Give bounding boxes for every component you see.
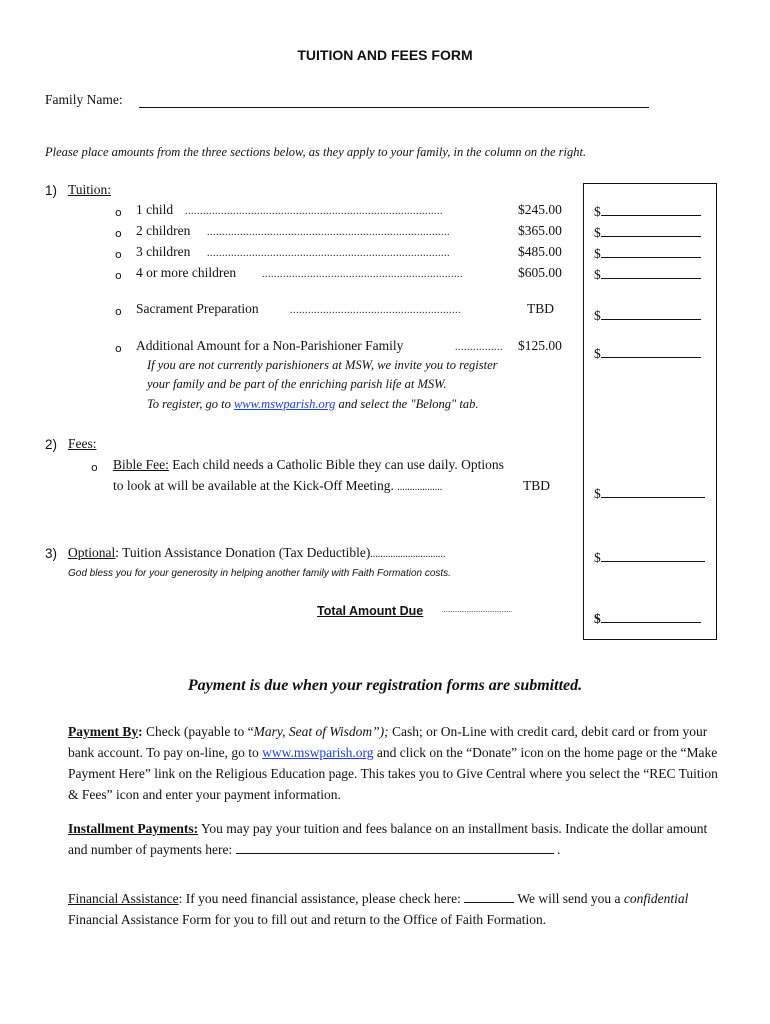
section3-heading: Optional	[68, 545, 116, 560]
payment-due-heading: Payment is due when your registration forms are submitted.	[187, 677, 583, 694]
dollar-sign: $	[594, 346, 601, 361]
section3-line	[68, 545, 445, 561]
nonparishioner-label: Additional Amount for a Non-Parishioner Family	[136, 338, 404, 353]
amount-field-sacrament[interactable]	[594, 306, 701, 324]
tuition-item-label: 2 children	[136, 223, 191, 238]
dollar-sign: $	[594, 308, 601, 323]
nonparishioner-note-line1: If you are not currently parishioners at MSW, we invite you to register	[147, 358, 498, 372]
amount-field-total[interactable]	[594, 609, 701, 627]
financial-text1: : If you need financial assistance, please check here:	[178, 891, 465, 906]
financial-assistance-paragraph	[68, 888, 728, 930]
register-text: To register, go to	[147, 397, 234, 411]
instructions-text: Please place amounts from the three sections below, as they apply to your family, in the column on the right.	[45, 145, 587, 159]
form-title: TUITION AND FEES FORM	[297, 47, 473, 63]
leader-dots: .................................................................................	[207, 248, 450, 259]
section2-number: 2)	[45, 437, 58, 452]
dollar-sign: $	[594, 486, 601, 501]
dollar-sign: $	[594, 267, 601, 282]
donate-website-link[interactable]: www.mswparish.org	[262, 745, 374, 760]
tuition-item-label: 4 or more children	[136, 265, 237, 280]
bible-fee-label: Bible Fee:	[113, 457, 169, 472]
leader-dots: ..............................	[370, 549, 446, 560]
payment-by-paragraph	[68, 721, 728, 805]
total-label: Total Amount Due	[317, 604, 424, 618]
nonparishioner-note-line3	[147, 397, 478, 412]
payment-by-text3: and click on the “Donate” icon on the home page or the “Make Payment Here” link on the Religious Education page. This takes you to Give Central where you select the “REC Tuition & Fees” icon and enter your payment information.	[68, 745, 718, 802]
amount-field-1child[interactable]	[594, 202, 701, 220]
financial-assistance-label: Financial Assistance	[68, 891, 179, 906]
amount-blank	[601, 609, 701, 623]
section2-heading: Fees:	[68, 436, 97, 451]
section1-heading: Tuition:	[68, 182, 112, 197]
nonparishioner-note-line2: your family and be part of the enriching parish life at MSW.	[147, 377, 447, 391]
dollar-sign: $	[594, 611, 601, 626]
tuition-item-amount: $245.00	[518, 202, 562, 217]
leader-dots: ......................................................................................	[185, 206, 443, 217]
amount-field-4children[interactable]	[594, 265, 701, 283]
tuition-item-label: 1 child	[136, 202, 174, 217]
sacrament-amount: TBD	[527, 301, 554, 316]
sacrament-label: Sacrament Preparation	[136, 301, 259, 316]
bullet-icon: o	[115, 227, 122, 240]
dollar-sign: $	[594, 225, 601, 240]
payable-to-text: Mary, Seat of Wisdom”);	[253, 724, 389, 739]
leader-dots: ..................	[397, 482, 443, 493]
amount-blank	[601, 223, 701, 237]
bible-fee-amount: TBD	[523, 478, 550, 493]
leader-dots: ................	[455, 342, 503, 353]
amount-blank	[601, 244, 701, 258]
family-name-field[interactable]	[139, 94, 649, 108]
nonparishioner-amount: $125.00	[518, 338, 562, 353]
amount-field-nonparishioner[interactable]	[594, 344, 701, 362]
bullet-icon: o	[115, 206, 122, 219]
leader-dots: ........................................	[442, 606, 512, 614]
bullet-icon: o	[115, 342, 122, 355]
bible-fee-text: Each child needs a Catholic Bible they can use daily. Options	[168, 457, 504, 472]
amount-field-donation[interactable]	[594, 548, 705, 566]
section1-number: 1)	[45, 183, 58, 198]
section3-text: : Tuition Assistance Donation (Tax Deductible)	[115, 545, 371, 560]
payment-by-text1: Check (payable to “	[142, 724, 254, 739]
leader-dots: .................................................................................	[207, 227, 450, 238]
belong-tab-text: and select the "Belong" tab.	[335, 397, 479, 411]
financial-text3: Financial Assistance Form for you to fill out and return to the Office of Faith Formation.	[68, 912, 547, 927]
amount-blank	[601, 306, 701, 320]
amount-field-bible-fee[interactable]	[594, 484, 705, 502]
amount-blank	[601, 265, 701, 279]
leader-dots: .........................................................	[290, 305, 461, 316]
installment-field[interactable]	[236, 841, 554, 854]
bullet-icon: o	[115, 305, 122, 318]
section3-number: 3)	[45, 546, 58, 561]
amount-blank	[601, 484, 705, 498]
amount-field-2children[interactable]	[594, 223, 701, 241]
amount-blank	[601, 344, 701, 358]
dollar-sign: $	[594, 246, 601, 261]
financial-text2: We will send you a	[514, 891, 624, 906]
confidential-text: confidential	[623, 891, 689, 906]
dollar-sign: $	[594, 550, 601, 565]
bullet-icon: o	[115, 269, 122, 282]
tuition-item-amount: $365.00	[518, 223, 562, 238]
installment-text: You may pay your tuition and fees balance on an installment basis. Indicate the dollar amount and number of payments here:	[68, 821, 708, 857]
tuition-item-label: 3 children	[136, 244, 191, 259]
bible-fee-line1	[113, 457, 504, 473]
amount-field-3children[interactable]	[594, 244, 701, 262]
payment-by-colon: :	[138, 724, 143, 739]
bullet-icon: o	[91, 461, 98, 474]
payment-by-label: Payment By	[68, 724, 139, 739]
family-name-label: Family Name:	[45, 92, 123, 107]
dollar-sign: $	[594, 204, 601, 219]
bible-fee-line2	[113, 478, 442, 494]
bullet-icon: o	[115, 248, 122, 261]
tuition-item-amount: $605.00	[518, 265, 562, 280]
payment-by-text2: Cash; or On-Line with credit card, debit card or from your bank account. To pay on-line, go to	[68, 724, 708, 760]
installment-paragraph	[68, 818, 728, 860]
parish-website-link[interactable]: www.mswparish.org	[233, 397, 336, 411]
installment-label: Installment Payments:	[68, 821, 199, 836]
bible-fee-text2: to look at will be available at the Kick-Off Meeting.	[113, 478, 394, 493]
amount-blank	[601, 548, 705, 562]
amount-blank	[601, 202, 701, 216]
tuition-item-amount: $485.00	[518, 244, 562, 259]
leader-dots: ...................................................................	[262, 269, 463, 280]
installment-end: .	[553, 842, 561, 857]
section3-note: God bless you for your generosity in helping another family with Faith Formation costs.	[68, 568, 451, 579]
financial-assistance-checkbox[interactable]	[464, 890, 514, 903]
